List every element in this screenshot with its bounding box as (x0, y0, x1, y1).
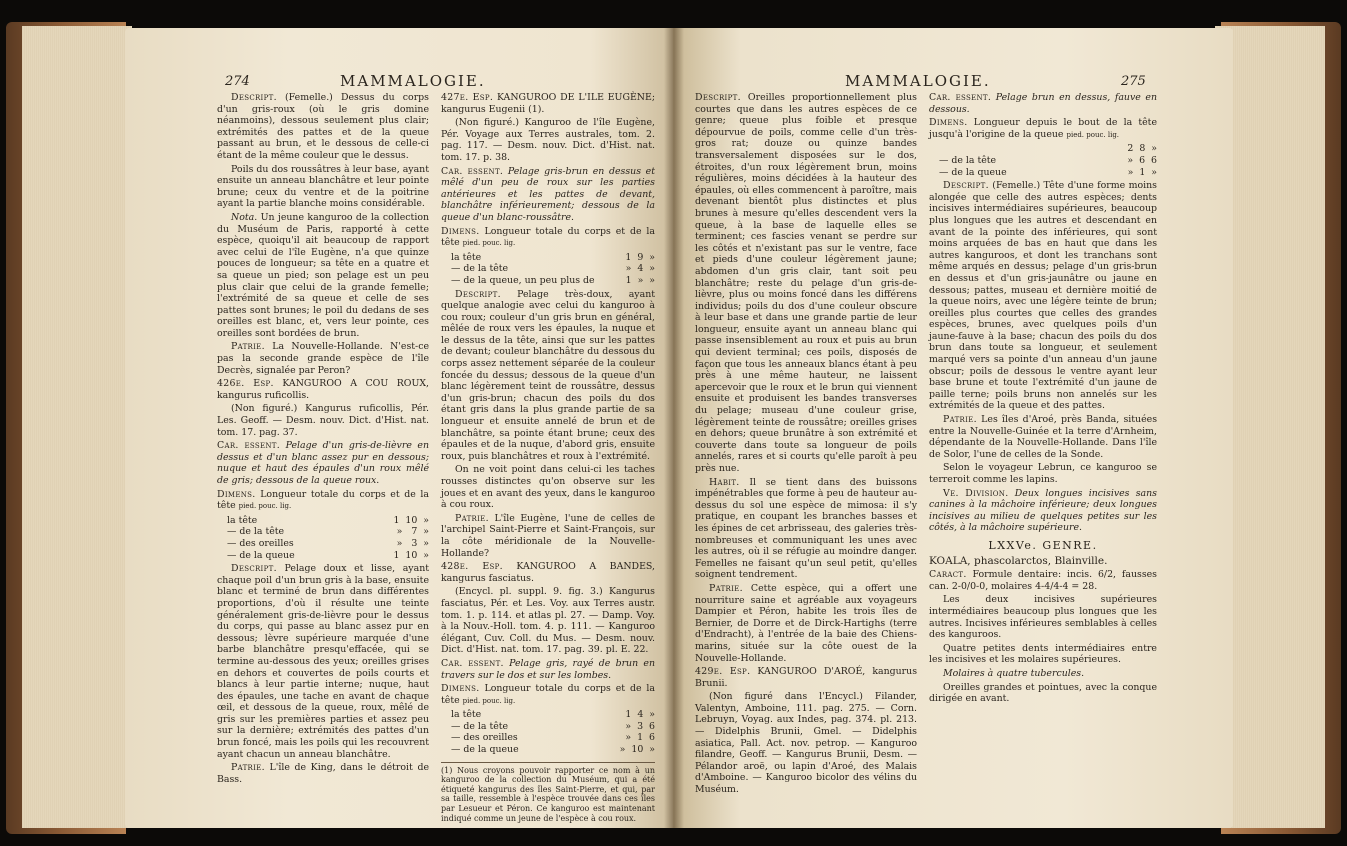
paragraph (929, 594, 1157, 640)
right-page-number: 275 (1121, 74, 1146, 89)
section-label: Dimens. (441, 683, 480, 695)
text-span: L'île de King, dans le détroit de Bass. (217, 762, 429, 785)
dimension-row (441, 709, 655, 721)
dimension-row (217, 550, 429, 562)
section-label: 426e. Esp. (217, 378, 274, 390)
paragraph (441, 289, 655, 463)
section-label: Patrie. (709, 582, 743, 594)
paragraph (217, 563, 429, 760)
section-label: Car. essent. (217, 440, 281, 452)
paragraph (441, 226, 655, 250)
footnote: (1) Nous croyons pouvoir rapporter ce nom à un kanguroo de la collection du Muséum, qui a été étiqueté kangurus des îles Saint-Pierre, et qui, par sa taille, ressemble à l'espèce trouvée dans ces îles par Lesueur et Péron. Ce kanguroo est maintenant indiqué comme un jeune de l'espèce à cou roux. (441, 762, 655, 824)
text-span: Longueur totale du corps et de la tête (217, 488, 430, 512)
text-span: — de la tête (451, 720, 509, 732)
paragraph (441, 586, 655, 656)
text-span: Selon le voyageur Lebrun, ce kanguroo se terreroit comme les lapins. (929, 462, 1157, 485)
dimension-row (217, 515, 429, 527)
section-label: 427e. Esp. (441, 92, 494, 103)
paragraph (441, 513, 655, 559)
text-span: Molaires à quatre tubercules. (943, 667, 1085, 679)
section-label: Patrie. (231, 762, 265, 774)
paragraph (217, 489, 429, 513)
paragraph (929, 643, 1157, 666)
text-span: KANGUROO D'AROÉ, kangurus Brunii. (695, 666, 918, 689)
text-span: Nota. (231, 211, 258, 223)
left-running-head: MAMMALOGIE. (340, 72, 486, 90)
paragraph (217, 440, 429, 486)
text-span: Un jeune kanguroo de la collection du Muséum de Paris, rapporté à cette espèce, quoiqu'il ait beaucoup de rapport avec celui de l'île Eugène, n'a que quinze pouces de longueur; sa tête en a quatre et sa queue un pied; son pelage est un peu plus clair que celui de la grande femelle; l'extrémité de sa queue et celle de ses pattes sont brunes; le poil du dedans de ses oreilles est blanc, et, vers leur pointe, ces oreilles sont bordées de brun. (217, 211, 430, 339)
paragraph (441, 117, 655, 163)
paragraph (929, 117, 1157, 141)
paragraph (441, 166, 655, 224)
text-span: Oreilles proportionnellement plus courtes que dans les autres espèces de ce genre; queue plus foible et presque dépourvue de poils, comme celle d'un très-gros rat; douze ou quinze bandes transversalement disposées sur le dos, étroites, d'un roux légèrement brun, moins régulières, moins décidées à la hauteur des épaules, où elles commencent à paroître, mais devenant bientôt plus distinctes et plus brunes à mesure qu'elles descendent vers la queue, à la base de laquelle elles se terminent; ces fascies venant se perdre sur les côtés et n'existant pas sur le ventre, face et pieds d'une couleur légèrement jaune; abdomen d'un gris clair, tant soit peu blanchâtre; reste du pelage d'un gris-de-lièvre, plus ou moins foncé dans les différens individus; poils du dos d'une couleur obscure à leur base et dans une grande partie de leur longueur, ensuite ayant un anneau blanc qui passe insensiblement au roux et puis au brun qui devient terminal; ces poils, disposés de façon que tous les anneaux blancs étant à peu près à une même hauteur, ne laissent apercevoir que le roux et le brun qui viennent ensuite et produisent les bandes transverses du pelage; museau d'une couleur grise, légèrement teinte de roussâtre; oreilles grises en dehors; queue brunâtre à son extrémité et couverte dans toute sa longueur de poils annelés, rares et si courts qu'elle paroît à peu près nue. (695, 92, 917, 474)
text-span: (Encycl. pl. suppl. 9. fig. 3.) Kangurus fasciatus, Pér. et Les. Voy. aux Terres austr. tom. 1. p. 114. et atlas pl. 27. — Damp. Voy. à la Nouv.-Holl. tom. 4. p. 111. — Kanguroo élégant, Cuv. Coll. du Mus. — Desm. nouv. Dict. d'Hist. nat. tom. 17. pag. 39. pl. E. 22. (441, 586, 655, 656)
text-span: 1 10 » (393, 549, 429, 561)
section-label: Car. essent. (441, 657, 504, 669)
paragraph (695, 477, 917, 581)
text-span: Formule dentaire: incis. 6/2, fausses can. 2-0/0-0, molaires 4-4/4-4 = 28. (929, 569, 1157, 592)
paragraph (929, 488, 1157, 534)
paragraph (441, 92, 655, 115)
text-span: Pelage très-doux, ayant quelque analogie avec celui du kanguroo à cou roux; couleur d'un gris brun en général, mêlée de roux vers les épaules, la nuque et le dessus de la tête, ainsi que sur les pattes de devant; couleur blanchâtre du dessous du corps assez nettement séparée de la couleur foncée du dessus; dessous de la queue d'un blanc légèrement teint de roussâtre, dessus d'un gris-brun; chacun des poils du dos étant gris dans la plus grande partie de sa longueur et ensuite annelé de brun et de blanchâtre, sa pointe étant brune; ceux des épaules et de la nuque, d'abord gris, ensuite roux, puis blanchâtres et roux à l'extrémité. (441, 288, 655, 462)
text-span: Pelage gris, rayé de brun en travers sur le dos et sur les lombes. (441, 657, 655, 681)
text-span: Cette espèce, qui a offert une nourriture saine et agréable aux voyageurs Dampier et Péron, habite les trois îles de Bernier, de Dorre et de Dirck-Hartighs (terre d'Endracht), à l'entrée de la baie des Chiens-marins, située sur la côte ouest de la Nouvelle-Hollande. (695, 582, 917, 664)
left-column-2 (441, 92, 655, 823)
text-span: 1 4 » (625, 709, 655, 721)
section-label: Patrie. (943, 414, 977, 426)
dimension-row (441, 252, 655, 264)
page-edges-left (22, 26, 132, 828)
text-span: — de la queue (451, 744, 519, 756)
section-label: Descript. (231, 563, 277, 575)
text-span: KANGUROO A BANDES, kangurus fasciatus. (441, 561, 655, 584)
text-span: » 1 6 (625, 732, 655, 744)
text-span: » 7 » (396, 526, 429, 538)
paragraph (695, 691, 917, 795)
section-label: 429e. Esp. (695, 666, 751, 678)
text-span: la tête (227, 514, 258, 526)
paragraph (441, 464, 655, 510)
text-span: — de la queue, un peu plus de (451, 274, 595, 286)
text-span: (Non figuré.) Kangurus ruficollis, Pér. Les. Geoff. — Desm. nouv. Dict. d'Hist. nat. tom. 17. pag. 37. (217, 403, 429, 438)
section-label: 428e. Esp. (441, 561, 503, 573)
right-column-2 (929, 92, 1157, 812)
text-span: pied. pouc. lig. (238, 502, 292, 511)
paragraph (217, 92, 429, 162)
dimensions-table (217, 515, 429, 561)
text-span: L'île Eugène, l'une de celles de l'archipel Saint-Pierre et Saint-François, sur la côte méridionale de la Nouvelle-Hollande? (441, 512, 655, 559)
dimension-row (441, 744, 655, 756)
paragraph (441, 561, 655, 584)
text-span: » 4 » (625, 263, 655, 275)
dimensions-table (441, 709, 655, 755)
dimension-row (441, 721, 655, 733)
paragraph (217, 212, 429, 340)
text-span: 2 8 » (1127, 143, 1157, 155)
text-span: Pelage d'un gris-de-lièvre en dessus et d'un blanc assez pur en dessous; nuque et haut des épaules d'un roux mêlé de gris; dessous de la queue roux. (217, 440, 429, 486)
text-span: Longueur totale du corps et de la tête (441, 225, 655, 249)
dimensions-table (929, 143, 1157, 178)
section-label: Habit. (709, 476, 740, 488)
section-label: Patrie. (455, 512, 489, 524)
paragraph (929, 92, 1157, 115)
paragraph (217, 762, 429, 785)
section-label: Car. essent. (929, 92, 992, 103)
paragraph (695, 92, 917, 475)
text-span: Pelage brun en dessus, fauve en dessous. (929, 92, 1157, 115)
paragraph (929, 569, 1157, 592)
text-span: Pelage doux et lisse, ayant chaque poil d'un brun gris à la base, ensuite blanc et terminé de brun dans différentes proportions, d'où il résulte une teinte généralement gris-de-lièvre pour le dessus du corps, qui passe au blanc assez pur en dessous; lèvre supérieure marquée d'une barbe blanchâtre presqu'effacée, qui se termine au-dessous des yeux; oreilles grises en dehors et couvertes de poils courts et blancs à leur partie interne; nuque, haut des épaules, une tache en avant de chaque œil, et dessous de la queue, roux, mêlé de gris sur les premières parties et assez peu sur la dernière; extrémités des pattes d'un brun foncé, mais les poils qui les recouvrent ayant chacun un anneau blanchâtre. (217, 563, 429, 760)
text-span: Pelage gris-brun en dessus et mêlé d'un peu de roux sur les parties antérieures et les pattes de devant, blanchâtre inférieurement; dessous de la queue d'un blanc-roussâtre. (441, 165, 655, 223)
right-page (673, 28, 1233, 828)
paragraph (217, 341, 429, 376)
book-gutter (664, 28, 684, 828)
paragraph (929, 682, 1157, 705)
text-span: Il se tient dans des buissons impénétrables que forme à peu de hauteur au-dessus du sol une espèce de mimosa: il s'y pratique, en coupant les branches basses et les épines de cet arbrisseau, des galeries très-nombreuses et communiquant les unes avec les autres, où il se réfugie au moindre danger. Femelles ne faisant qu'un seul petit, qu'elles soignent tendrement. (695, 476, 917, 581)
text-span: KANGUROO A COU ROUX, kangurus ruficollis. (217, 378, 430, 401)
text-span: la tête (451, 251, 482, 263)
text-span: 1 9 » (625, 251, 655, 263)
paragraph (217, 403, 429, 438)
text-span: Longueur depuis le bout de la tête jusqu'à l'origine de la queue (929, 117, 1157, 140)
text-span: » 10 » (619, 744, 655, 756)
text-span: pied. pouc. lig. (1066, 130, 1120, 139)
open-book (0, 8, 1347, 842)
text-span: — de la queue (939, 166, 1007, 178)
dimension-row (929, 143, 1157, 155)
dimension-row (217, 538, 429, 550)
text-span: — des oreilles (451, 732, 518, 744)
text-span: (Femelle.) Dessus du corps d'un gris-roux (où le gris domine néanmoins), dessous seulement plus clair; extrémités des pattes et de la queue passant au brun, et le dessous de celle-ci étant de la même couleur que le dessus. (217, 92, 429, 161)
text-span: pied. pouc. lig. (462, 239, 516, 248)
paragraph (441, 683, 655, 707)
right-running-head: MAMMALOGIE. (845, 72, 991, 90)
section-label: Dimens. (929, 117, 968, 129)
paragraph (441, 658, 655, 681)
paragraph (217, 378, 429, 401)
text-span: 1 » » (625, 274, 655, 286)
text-span: — des oreilles (227, 537, 294, 549)
text-span: » 3 » (396, 537, 429, 549)
text-span: Longueur totale du corps et de la tête (441, 683, 655, 706)
text-span: (Non figuré dans l'Encycl.) Filander, Valentyn, Amboine, 111. pag. 275. — Corn. Lebruyn, Voyag. aux Indes, pag. 374. pl. 213. — Didelphis Brunii, Gmel. — Didelphis asiatica, Pall. Act. nov. petrop. — Kanguroo filandre, Geoff. — Kangurus Brunii, Desm. — Pélandor aroë, ou lapin d'Aroé, des Malais d'Amboine. — Kanguroo bicolor des vélins du Muséum. (695, 691, 917, 796)
left-page-number: 274 (225, 74, 250, 89)
dimension-row (217, 526, 429, 538)
text-span: Deux longues incisives sans canines à la mâchoire inférieure; deux longues incisives au milieu de quelques petites sur les côtés, à la mâchoire supérieure. (929, 487, 1157, 534)
section-label: Patrie. (231, 341, 265, 353)
left-column-1 (217, 92, 429, 812)
text-span: — de la tête (939, 154, 997, 166)
paragraph (929, 414, 1157, 460)
paragraph (929, 180, 1157, 412)
text-span: (Femelle.) Tête d'une forme moins alongée que celle des autres espèces; dents incisives intermédiaires supérieures, beaucoup plus longues que les autres et descendant en avant de la pointe des inférieures, qui sont moins arquées de bas en haut que dans les autres kanguroos, et dont les tranchans sont même arqués en dessus; pelage d'un gris-brun en dessus et d'un gris-jaunâtre ou jaune en dessous; pattes, museau et dernière moitié de la queue noirs, avec une légère teinte de brun; oreilles plus courtes que celles des grandes espèces, brunes, avec quelques poils d'un jaune-fauve à la base; chacun des poils du dos brun dans toute sa longueur, et seulement marqué vers sa pointe d'un anneau d'un jaune obscur; poils de dessous le ventre ayant leur base brune et toute l'extrémité d'un jaune de paille terne; poils bruns non annelés sur les extrémités de la queue et des pattes. (929, 180, 1157, 412)
left-page (125, 28, 673, 828)
right-column-1 (695, 92, 917, 812)
text-span: pied. pouc. lig. (462, 696, 516, 705)
text-span: — de la tête (227, 526, 285, 538)
section-label: Descript. (943, 180, 989, 192)
text-span: KANGUROO DE L'ILE EUGÈNE; kangurus Eugenii (1). (441, 92, 655, 115)
genre-header: LXXVe. GENRE. (988, 538, 1098, 552)
text-span: Oreilles grandes et pointues, avec la conque dirigée en avant. (929, 681, 1157, 705)
text-span: Les îles d'Aroé, près Banda, situées entre la Nouvelle-Guinée et la terre d'Arnheim, dépendante de la Nouvelle-Hollande. Dans l'île de Solor, l'une de celles de la Sonde. (929, 414, 1158, 460)
text-span: (Non figuré.) Kanguroo de l'île Eugène, Pér. Voyage aux Terres australes, tom. 2. pag. 117. — Desm. nouv. Dict. d'Hist. nat. tom. 17. p. 38. (441, 117, 655, 163)
dimension-row (441, 275, 655, 287)
text-span: On ne voit point dans celui-ci les taches rousses distinctes qu'on observe sur les joues et en avant des yeux, dans le kanguroo à cou roux. (441, 464, 655, 511)
section-label: Car. essent. (441, 165, 504, 177)
dimensions-table (441, 252, 655, 287)
section-label: Descript. (231, 92, 277, 103)
text-span: Quatre petites dents intermédiaires entre les incisives et les molaires supérieures. (929, 642, 1157, 666)
text-span: — de la tête (451, 263, 509, 275)
paragraph (217, 164, 429, 210)
text-span: — de la queue (227, 549, 295, 561)
dimension-row (441, 732, 655, 744)
dimension-row (929, 167, 1157, 179)
text-span: Les deux incisives supérieures intermédiaires beaucoup plus longues que les autres. Incisives inférieures semblables à celles des kanguroos. (929, 594, 1157, 641)
text-span: Poils du dos roussâtres à leur base, ayant ensuite un anneau blanchâtre et leur pointe brune; ceux du ventre et de la poitrine ayant la partie blanche moins considérable. (217, 163, 429, 210)
genre-name: KOALA, phascolarctos, Blainville. (929, 554, 1108, 567)
text-span: » 1 » (1127, 166, 1157, 178)
section-label: Caract. (929, 569, 967, 581)
section-label: Descript. (695, 92, 741, 103)
text-span: 1 10 » (393, 514, 429, 526)
section-label: Dimens. (217, 488, 256, 500)
text-span: » 6 6 (1127, 154, 1157, 166)
text-span: La Nouvelle-Hollande. N'est-ce pas la seconde grande espèce de l'île Decrès, signalée par Peron? (217, 341, 429, 376)
dimension-row (929, 155, 1157, 167)
paragraph (929, 462, 1157, 485)
text-span: » 3 6 (625, 720, 655, 732)
text-span: la tête (451, 709, 482, 721)
section-label: Descript. (455, 288, 501, 300)
paragraph (695, 583, 917, 664)
section-label: Dimens. (441, 225, 480, 237)
dimension-row (441, 263, 655, 275)
section-label: Ve. Division. (943, 487, 1009, 499)
paragraph (695, 666, 917, 689)
paragraph (929, 668, 1157, 680)
